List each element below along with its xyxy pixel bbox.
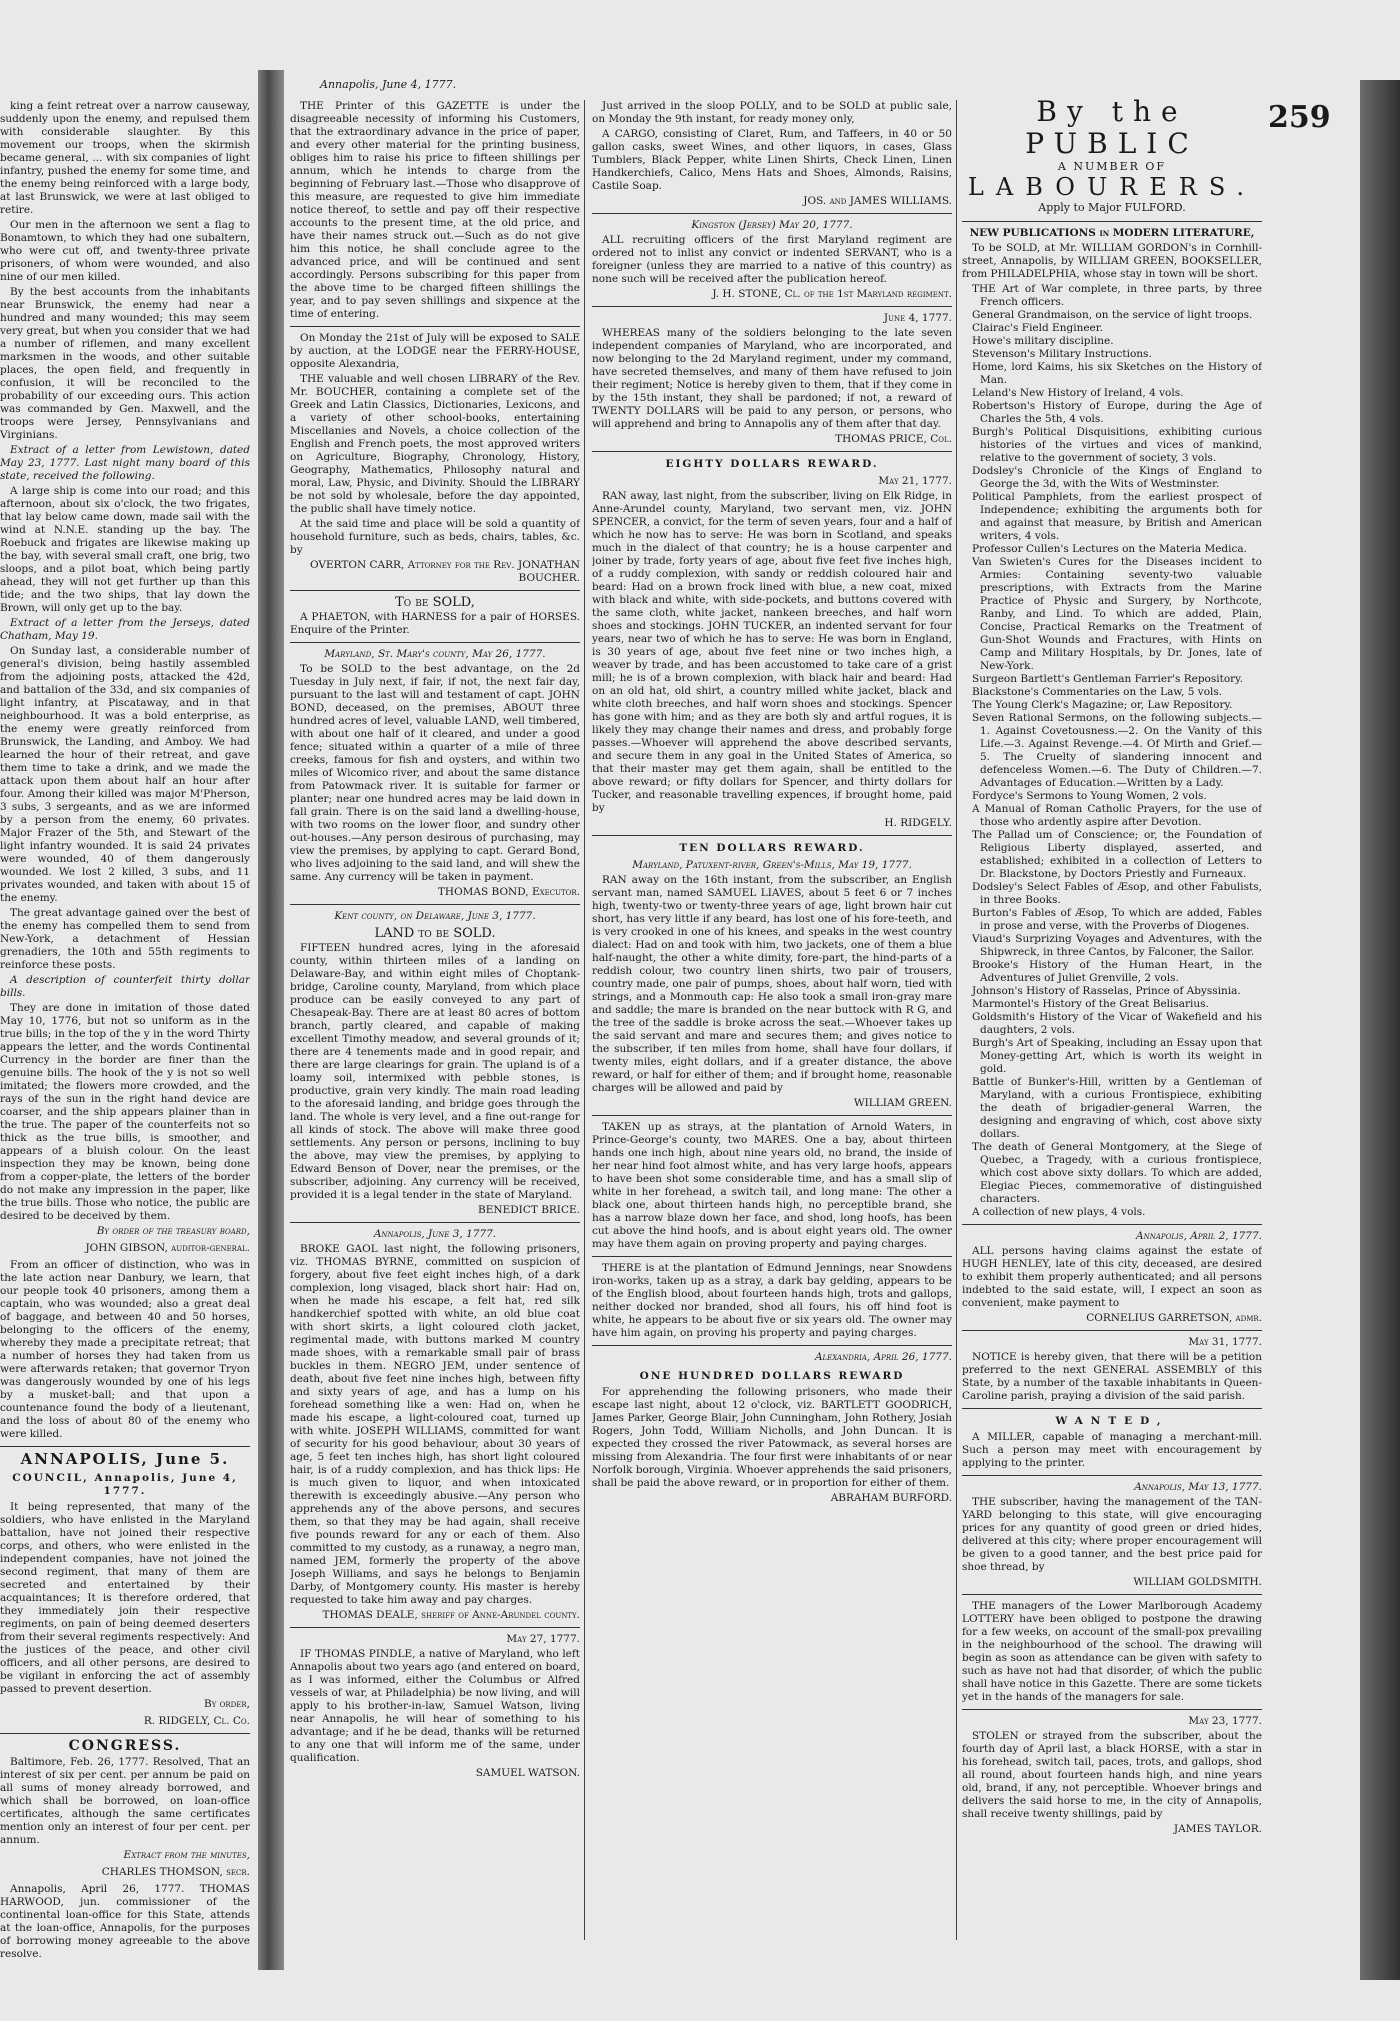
separator — [290, 642, 580, 643]
list-item: Leland's New History of Ireland, 4 vols. — [972, 387, 1184, 399]
publications-heading: NEW PUBLICATIONS in MODERN LITERATURE, — [969, 227, 1255, 239]
library-notice: THE valuable and well chosen LIBRARY of the Rev. Mr. BOUCHER, containing a complete set of the Greek and Latin Classics, Dictionaries, Lexicons, and a variety of other school-books, entertaining Miscellanies and Novels, a choice collection of the English and French poets, the most approved writers on Agriculture, Biography, Chronology, History, Geography, Mathematics, Philosophy natural and moral, Law, Physic, and Divinity. Should the LIBRARY be not sold by wholesale, before the day appointed, the public shall have timely notice. — [290, 373, 580, 515]
list-item: Goldsmith's History of the Vicar of Wakefield and his daughters, 2 vols. — [972, 1011, 1262, 1036]
list-item: Dodsley's Chronicle of the Kings of England to George the 3d, with the Wits of Westminster. — [972, 465, 1262, 490]
paragraph: Our men in the afternoon we sent a flag to Bonamtown, to which they had one subaltern, who were cut off, and twenty-three private prisoners, of whom were wounded, and also nine of our men killed. — [0, 219, 250, 283]
separator — [962, 1408, 1262, 1409]
gaol-signature: THOMAS DEALE, sheriff of Anne-Arundel county. — [322, 1609, 580, 1621]
printer-notice: THE Printer of this GAZETTE is under the disagreeable necessity of informing his Customers, that the extraordinary advance in the price of paper, and every other material for the printing business, obliges him to raise his price to fifteen shillings per annum, which he intends to charge from the beginning of February last.—Those who disapprove of this measure, are requested to give him immediate notice thereof, to settle and pay off their respective accounts to the present time, at the old price, and have their names struck out.—Such as do not give him this notice, he shall conclude agree to the advanced price, and will be continued and sent accordingly. Persons subscribing for this paper from the above time to be charged fifteen shillings the year, and to pay seven shillings and sixpence at the time of entering. — [290, 100, 580, 320]
green-signature: WILLIAM GREEN. — [853, 1097, 952, 1109]
separator — [290, 590, 580, 591]
separator — [962, 1475, 1262, 1476]
brice-dateline: Kent county, on Delaware, June 3, 1777. — [334, 910, 536, 922]
phaeton-notice: A PHAETON, with HARNESS for a pair of HORSES. Enquire of the Printer. — [290, 611, 580, 636]
list-item: Marmontel's History of the Great Belisarius. — [972, 998, 1209, 1010]
separator — [592, 835, 952, 836]
cargo-notice: A CARGO, consisting of Claret, Rum, and Taffeers, in 40 or 50 gallon casks, sweet Wines, and other liquors, in cases, Glass Tumblers, Black Pepper, white Linen Shirts, Check Linen, Linen Handkerchiefs, Calico, Mens Hats and Shoes, Almonds, Raisins, Castile Soap. — [592, 128, 952, 192]
pindle-dateline: May 27, 1777. — [506, 1633, 580, 1645]
paragraph: king a feint retreat over a narrow causeway, suddenly upon the enemy, and repulsed them with considerable slaughter. By this movement our troops, when the skirmish became general, ... with six companies of light infantry, pushed the enemy for some time, and the enemy being reinforced with a large body, at last Brunswick, we were at last obliged to retire. — [0, 100, 250, 216]
petition-notice: NOTICE is hereby given, that there will be a petition preferred to the next GENERAL ASSEMBLY of this State, by a number of the taxable inhabitants in Queen-Caroline parish, praying a division of the said parish. — [962, 1351, 1262, 1402]
masthead — [962, 96, 1262, 214]
column-c — [592, 100, 952, 1509]
masthead-labourers: LABOURERS. — [967, 173, 1257, 201]
horse-dateline: May 23, 1777. — [1188, 1715, 1262, 1727]
separator — [592, 306, 952, 307]
paragraph: From an officer of distinction, who was in the late action near Danbury, we learn, that our people took 40 prisoners, among them a captain, who was wounded; also a great deal of baggage, and between 40 and 50 horses, belonging to the officers of the enemy, whereby they made a precipitate retreat; that a number of horses they had taken from us were afterwards retaken; that governor Tryon was dangerously wounded by one of his legs by a musket-ball; and that upon a countenance found the body of a lieutenant, and the loss of about 80 of the enemy who were killed. — [0, 1259, 250, 1440]
price-notice: WHEREAS many of the soldiers belonging to the late seven independent companies of Maryland, who are incorporated, and now belonging to the 2d Maryland regiment, under my command, have secreted themselves, and many of them have refused to join their regiment; Notice is hereby given to them, that if they come in by the 15th instant, they shall be pardoned; if not, a reward of TWENTY DOLLARS will be paid to any person, or persons, who will apprehend and bring to Annapolis any of them after that day. — [592, 327, 952, 430]
price-dateline: June 4, 1777. — [883, 312, 952, 324]
separator — [962, 221, 1262, 222]
paragraph: A description of counterfeit thirty dollar bills. — [0, 974, 250, 999]
separator — [962, 1224, 1262, 1225]
ridgely-signature: H. RIDGELY. — [884, 817, 952, 829]
separator — [962, 1594, 1262, 1595]
list-item: Fordyce's Sermons to Young Women, 2 vols. — [972, 790, 1207, 802]
list-item: Dodsley's Select Fables of Æsop, and other Fabulists, in three Books. — [972, 881, 1262, 906]
annapolis-heading: ANNAPOLIS, June 5. — [20, 1450, 230, 1468]
notice-dateline: May 31, 1777. — [1188, 1336, 1262, 1348]
tan-dateline: Annapolis, May 13, 1777. — [1134, 1481, 1262, 1493]
library-signature: OVERTON CARR, Attorney for the Rev. JONATHAN BOUCHER. — [309, 559, 580, 584]
list-item: Burgh's Art of Speaking, including an Essay upon that Money-getting Art, which is worth its weight in gold. — [972, 1037, 1262, 1075]
list-item: Blackstone's Commentaries on the Law, 5 vols. — [972, 686, 1223, 698]
list-item: Clairac's Field Engineer. — [972, 322, 1103, 334]
burford-signature: ABRAHAM BURFORD. — [830, 1492, 952, 1504]
list-item: The Pallad um of Conscience; or, the Foundation of Religious Liberty displayed, asserted, and established; exhibited in a collection of Letters to Dr. Blackstone, by Doctors Priestly and Furneaux. — [972, 829, 1262, 880]
paragraph: A large ship is come into our road; and this afternoon, about six o'clock, the two frigates, that lay below came down, made sail with the wind at N.N.E. standing up the bay. The Roebuck and frigates are likewise making up the bay, with several small craft, one brig, two sloops, and a pilot boat, which being partly ahead, they will not get further up than this tide; and the two ships, that lay down the Brown, will only get up to the bay. — [0, 485, 250, 614]
separator — [290, 904, 580, 905]
hundred-dollars-heading: ONE HUNDRED DOLLARS REWARD — [639, 1370, 905, 1382]
stone-signature: J. H. STONE, Cl. of the 1st Maryland regiment. — [712, 288, 952, 300]
separator — [962, 1709, 1262, 1710]
paragraph: By the best accounts from the inhabitants near Brunswick, the enemy had near a hundred and many wounded; this may seem very great, but when you consider that we had a number of riflemen, and many excellent marksmen in the woods, and other suitable places, the open field, and frequently in confusion, it will be reconciled to the probability of our exceeding ours. This action was commanded by Gen. Maxwell, and the troops were Jersey, Pennsylvanians and Virginians. — [0, 286, 250, 441]
brice-signature: BENEDICT BRICE. — [478, 1204, 580, 1216]
burford-notice: For apprehending the following prisoners, who made their escape last night, about 12 o'clock, viz. BARTLETT GOODRICH, James Parker, George Blair, John Cunningham, John Rothery, Josiah Rogers, John Todd, William Nicholls, and John Duncan. It is expected they crossed the river Patowmack, as several horses are missing from Alexandria. The four first were inhabitants of or near Norfolk borough, Virginia. Whoever apprehends the said prisoners, shall be paid the above reward, or in proportion for either of them. — [592, 1386, 952, 1489]
list-item: A collection of new plays, 4 vols. — [972, 1206, 1146, 1218]
council-heading: COUNCIL, Annapolis, June 4, 1777. — [12, 1472, 238, 1497]
lottery-notice: THE managers of the Lower Marlborough Academy LOTTERY have been obliged to postpone the drawing for a few weeks, on account of the small-pox prevailing in the neighbourhood of the school. The drawing will begin as soon as attendance can be given with safety to such as have not had that disorder, of which the public shall have notice in this Gazette. There are some tickets yet in the hands of the managers for sale. — [962, 1600, 1262, 1703]
separator — [290, 326, 580, 327]
publications-intro: To be SOLD, at Mr. WILLIAM GORDON's in Cornhill-street, Annapolis, by WILLIAM GREEN, BOOKSELLER, from PHILADELPHIA, whose stay in town will be short. — [962, 242, 1262, 280]
list-item: General Grandmaison, on the service of light troops. — [972, 309, 1253, 321]
book-gutter — [258, 70, 284, 1970]
separator — [592, 1115, 952, 1116]
bond-signature: THOMAS BOND, Executor. — [437, 886, 580, 898]
dateline: Annapolis, June 4, 1777. — [320, 78, 457, 91]
paragraph: By order of the treasury board, — [96, 1225, 250, 1237]
page-edge — [1360, 80, 1400, 1980]
list-item: Seven Rational Sermons, on the following subjects.—1. Against Covetousness.—2. On the Vanity of this Life.—3. Against Revenge.—4. Of Mirth and Grief.—5. The Cruelty of slandering innocent and defenceless Women.—6. The Duty of Children.—7. Advantages of Education.—Written by a Lady. — [972, 712, 1262, 789]
hundred-dateline: Alexandria, April 26, 1777. — [814, 1351, 952, 1363]
book-list — [962, 283, 1262, 1219]
masthead-apply: Apply to Major FULFORD. — [1038, 201, 1186, 214]
henley-notice: ALL persons having claims against the estate of HUGH HENLEY, late of this city, deceased, are desired to exhibit them properly authenticated; and all persons indebted to the said estate, will, I expect an soon as convenient, make payment to — [962, 1245, 1262, 1309]
list-item: Burgh's Political Disquisitions, exhibiting curious histories of the virtues and vices of mankind, relative to the government of society, 3 vols. — [972, 426, 1262, 464]
separator — [592, 1256, 952, 1257]
miller-notice: A MILLER, capable of managing a merchant-mill. Such a person may meet with encouragement by applying to the printer. — [962, 1431, 1262, 1469]
horse-signature: JAMES TAYLOR. — [1173, 1823, 1262, 1835]
ridgely-notice: RAN away, last night, from the subscriber, living on Elk Ridge, in Anne-Arundel county, Maryland, two servant men, viz. JOHN SPENCER, a convict, for the term of seven years, four and a half of which he now has to serve: He was born in Scotland, and speaks much in the dialect of that country; he is a house carpenter and joiner by trade, forty years of age, about five feet five inches high, of a ruddy complexion, with sandy or reddish coloured hair and beard: Had on a brown frock lined with blue, a new coat, mixed with black and white, with side-pockets, and buttons covered with the same cloth, white jacket, nankeen breeches, and half worn shoes and stockings. JOHN TUCKER, an indented servant for four years, near two of which he has to serve: He was born in England, is 30 years of age, about five feet nine or two inches high, a weaver by trade, and has been accustomed to take care of a grist mill; he is of a brown complexion, with black hair and beard: Had on an old hat, old shirt, a country milled white jacket, black and white cloth breeches, and half worn shoes and stockings. Spencer has gone with him; and as they are both sly and artful rogues, it is likely they may change their names and dress, and probably forge passes.—Whoever will apprehend the above described servants, and secure them in any goal in the United States of America, so that their master may get them again, shall be entitled to the above reward; or fifty dollars for Spencer, and thirty dollars for Tucker, and reasonable travelling expences, if brought home, paid by — [592, 490, 952, 814]
list-item: Johnson's History of Rasselas, Prince of Abyssinia. — [972, 985, 1241, 997]
henley-signature: CORNELIUS GARRETSON, admr. — [1086, 1312, 1262, 1324]
page-number: 259 — [1268, 100, 1331, 135]
sale-notice: On Monday the 21st of July will be exposed to SALE by auction, at the LODGE near the FERRY-HOUSE, opposite Alexandria, — [290, 332, 580, 370]
list-item: Political Pamphlets, from the earliest prospect of Independence; exhibiting the arguments both for and against that measure, by British and American writers, 4 vols. — [972, 491, 1262, 542]
separator — [592, 1345, 952, 1346]
council-text: It being represented, that many of the soldiers, who have enlisted in the Maryland battalion, have not joined their respective corps, and others, who were enlisted in the independent companies, have not joined the second regiment, that many of them are secreted and entertained by their acquaintances; It is therefore ordered, that they immediately join their respective regiments, on pain of being deemed deserters from their several regiments respectively: And the justices of the peace, and other civil officers, and all other persons, are desired to be vigilant in enforcing the act of assembly passed to prevent desertion. — [0, 1501, 250, 1695]
bond-notice: To be SOLD to the best advantage, on the 2d Tuesday in July next, if fair, if not, the next fair day, pursuant to the last will and testament of capt. JOHN BOND, deceased, on the premises, ABOUT three hundred acres of level, valuable LAND, well timbered, with about one half of it cleared, and under a good fence; situated within a quarter of a mile of three creeks, famous for fish and oysters, and within two miles of Wicomico river, and about the same distance from Patowmack river. It is suitable for farmer or planter; near one hundred acres may be laid down in fall grain. There is on the said land a dwelling-house, with two rooms on the lower floor, and sundry other out-houses.—Any person desirous of purchasing, may view the premises, by applying to capt. Gerard Bond, who lives adjoining to the said land, and will shew the same. Any currency will be taken in payment. — [290, 663, 580, 883]
column-b — [290, 100, 580, 1784]
separator — [0, 1733, 250, 1734]
list-item: Van Swieten's Cures for the Diseases incident to Armies: Containing seventy-two valuable prescriptions, with Extracts from the Marine Practice of Physic and Surgery, by Northcote, Ranby, and Lind. To which are added, Plain, Concise, Practical Remarks on the Treatment of Gun-Shot Wounds and Fractures, with Hints on Camp and Military Hospitals, by Dr. Jones, late of New-York. — [972, 556, 1262, 672]
separator — [290, 1222, 580, 1223]
paragraph: On Sunday last, a considerable number of general's division, being hastily assembled from the adjoining posts, attacked the 42d, and battalion of the 33d, and six companies of light infantry, at Piscataway, and in that neighbourhood. It was a bold enterprise, as the enemy were greatly reinforced from Brunswick, the Landing, and Amboy. We had learned the hour of their retreat, and gave them time to take a drink, and we made the attack upon them about half an hour after four. Among their killed was major M'Pherson, 3 subs, 3 sergeants, and as we are informed by a person from the enemy, 60 privates. Major Frazer of the 5th, and Stewart of the light infantry wounded. It is said 24 privates were wounded, 40 of them dangerously wounded. We lost 2 killed, 3 subs, and 11 privates wounded, and taken with about 15 of the enemy. — [0, 645, 250, 904]
wanted-heading: WANTED, — [1055, 1415, 1169, 1427]
congress-text: Baltimore, Feb. 26, 1777. Resolved, That an interest of six per cent. per annum be paid on all sums of money already borrowed, and which shall be borrowed, on loan-office certificates, although the same certificates mention only an interest of four per cent. per annum. — [0, 1756, 250, 1846]
by-order: By order, — [203, 1698, 250, 1710]
column-left-page — [0, 100, 250, 1963]
column-d — [962, 216, 1262, 1840]
list-item: A Manual of Roman Catholic Prayers, for the use of those who ardently aspire after Devotion. — [972, 803, 1262, 828]
list-item: Professor Cullen's Lectures on the Materia Medica. — [972, 543, 1247, 555]
list-item: Home, lord Kaims, his six Sketches on the History of Man. — [972, 361, 1262, 386]
congress-heading: CONGRESS. — [68, 1738, 182, 1754]
list-item: Brooke's History of the Human Heart, in the Adventures of Juliet Grenville, 2 vols. — [972, 959, 1262, 984]
congress-signature: CHARLES THOMSON, secr. — [101, 1866, 250, 1878]
list-item: The death of General Montgomery, at the Siege of Quebec, a Tragedy, with a curious frontispiece, which cost above sixty dollars. To which are added, Elegiac Pieces, commemorative of distinguished characters. — [972, 1141, 1262, 1205]
column-rule — [584, 100, 585, 1940]
list-item: Viaud's Surprizing Voyages and Adventures, with the Shipwreck, in three Cantos, by Falconer, the Sailor. — [972, 933, 1262, 958]
paragraph: They are done in imitation of those dated May 10, 1776, but not so uniform as in the true bills; in the top of the y in the word Thirty appears the letter, and the words Continental Currency in the border are finer than the genuine bills. The hook of the y is not so well imitated; the flowers more crowded, and the rays of the sun in the right hand device are coarser, and the ship appears plainer than in the true. The paper of the counterfeits not so thick as the true bills, is smoother, and appears of a bluish colour. On the least inspection they may be known, being done from a copper-plate, the letters of the border do not make any impression in the paper, like the true bills. Those who notice, the public are desired to be deceived by them. — [0, 1002, 250, 1222]
horse-notice: STOLEN or strayed from the subscriber, about the fourth day of April last, a black HORSE, with a star in his forehead, switch tail, paces, trots, and gallops, shod all round, about fourteen hands high, and nine years old, brand, if any, not perceptible. Whoever brings and delivers the said horse to me, in the city of Annapolis, shall receive twenty shillings, paid by — [962, 1730, 1262, 1820]
furniture-notice: At the said time and place will be sold a quantity of household furniture, such as beds, chairs, tables, &c. by — [290, 518, 580, 556]
gaol-notice: BROKE GAOL last night, the following prisoners, viz. THOMAS BYRNE, committed on suspicion of forgery, about five feet eight inches high, of a dark complexion, long visaged, black short hair: Had on, when he made his escape, a felt hat, red silk handkerchief spotted with white, an old blue coat with short skirts, a light coloured cloth jacket, regimental made, with buttons marked M country made shoes, with a remarkable small pair of brass buckles in them. NEGRO JEM, under sentence of death, about five feet nine inches high, between fifty and sixty years of age, and has a lump on his forehead something like a wen: Had on, when he made his escape, a light-coloured coat, turned up with white. JOSEPH WILLIAMS, committed for want of security for his good behaviour, about 30 years of age, 5 feet ten inches high, has short light coloured hair, is of a ruddy complexion, and has thick lips: He is much given to liquor, and when intoxicated therewith is exceedingly abusive.—Any person who apprehends any of the above persons, and secures them, so that they may be had again, shall receive five pounds reward for any or each of them. Also committed to my custody, as a runaway, a negro man, named JEM, formerly the property of the above Joseph Williams, and says he belongs to Benjamin Darby, of Montgomery county. His master is hereby requested to take him away and pay charges. — [290, 1243, 580, 1606]
polly-notice: Just arrived in the sloop POLLY, and to be SOLD at public sale, on Monday the 9th instant, for ready money only, — [592, 100, 952, 125]
column-rule — [956, 100, 957, 1940]
separator — [592, 451, 952, 452]
to-be-sold-heading: To be SOLD, — [395, 595, 475, 610]
separator — [290, 1627, 580, 1628]
separator — [962, 1330, 1262, 1331]
green-dateline: Maryland, Patuxent-river, Green's-Mills, May 19, 1777. — [632, 859, 912, 871]
separator — [0, 1446, 250, 1447]
tan-yard-notice: THE subscriber, having the management of the TAN-YARD belonging to this state, will give encouraging prices for any quantity of good green or dried hides, delivered at this city; where proper encouragement will be given to a good tanner, and the best price paid for shoe thread, by — [962, 1496, 1262, 1573]
ten-dollars-heading: TEN DOLLARS REWARD. — [679, 842, 865, 854]
masthead-by: By the PUBLIC — [1025, 95, 1199, 160]
list-item: Robertson's History of Europe, during the Age of Charles the 5th, 4 vols. — [972, 400, 1262, 425]
cargo-signature: JOS. and JAMES WILLIAMS. — [803, 195, 952, 207]
paragraph: JOHN GIBSON, auditor-general. — [85, 1242, 250, 1254]
mares-notice: TAKEN up as strays, at the plantation of Arnold Waters, in Prince-George's county, two MARES. One a bay, about thirteen hands one inch high, about nine years old, no brand, the inside of her near hind foot almost white, and has very large hoofs, appears to have been shot some considerable time, and has a small slip of white in her forehead, a switch tail, and long mane: The other a black one, about thirteen hands high, no perceptible brand, she has a narrow blaze down her face, and shod, long hoofs, has been cut above the hind hoofs, and is about eight years old. The owner may have them again on proving property and paying charges. — [592, 1121, 952, 1250]
tan-signature: WILLIAM GOLDSMITH. — [1133, 1576, 1262, 1588]
list-item: Surgeon Bartlett's Gentleman Farrier's Repository. — [972, 673, 1244, 685]
council-signature: R. RIDGELY, Cl. Co. — [143, 1715, 250, 1727]
harwood-notice: Annapolis, April 26, 1777. THOMAS HARWOOD, jun. commissioner of the continental loan-office for this State, attends at the loan-office, Annapolis, for the purposes of borrowing money agreeable to the above resolve. — [0, 1883, 250, 1960]
pindle-notice: IF THOMAS PINDLE, a native of Maryland, who left Annapolis about two years ago (and entered on board, as I was informed, either the Columbus or Alfred vessels of war, at Philadelphia) be now living, and will apply to his brother-in-law, Samuel Watson, living near Annapolis, he will hear of something to his advantage; and if he be dead, thanks will be returned to any one that will inform me of the same, under qualification. — [290, 1648, 580, 1764]
extract-label: Extract from the minutes, — [123, 1849, 250, 1861]
ridgely-dateline: May 21, 1777. — [878, 475, 952, 487]
gaol-dateline: Annapolis, June 3, 1777. — [373, 1228, 497, 1240]
paragraph: The great advantage gained over the best of the enemy has compelled them to send from New-York, a detachment of Hessian grenadiers, the 10th and 55th regiments to reinforce these posts. — [0, 907, 250, 971]
price-signature: THOMAS PRICE, Col. — [835, 433, 952, 445]
list-item: Burton's Fables of Æsop, To which are added, Fables in prose and verse, with the Proverbs of Diogenes. — [972, 907, 1262, 932]
list-item: Howe's military discipline. — [972, 335, 1114, 347]
brice-notice: FIFTEEN hundred acres, lying in the aforesaid county, within thirteen miles of a landing on Delaware-Bay, and within eight miles of Choptank-bridge, Caroline county, Maryland, from which place produce can be easily conveyed to any part of Chesapeak-Bay. There are at least 80 acres of bottom branch, partly cleared, and capable of making excellent Timothy meadow, and several grounds of it; there are 4 tenements made and in good repair, and there are large clearings for grain. The upland is of a loamy soil, intermixed with pebble stones, is productive, grain very kindly. The main road leading to the aforesaid landing, and bridge goes through the land. The whole is very level, and a fine out-range for all kinds of stock. The above will make three good settlements. Any person or persons, inclining to buy the above, may view the premises, by applying to Edward Benson of Dover, near the premises, or the subscriber, adjoining. Any currency will be received, provided it is a legal tender in the state of Maryland. — [290, 942, 580, 1201]
bond-dateline: Maryland, St. Mary's county, May 26, 1777. — [324, 648, 546, 660]
list-item: Battle of Bunker's-Hill, written by a Gentleman of Maryland, with a curious Frontispiece, exhibiting the death of brigadier-general Warren, the designing and engraving of which, cost above sixty dollars. — [972, 1076, 1262, 1140]
green-notice: RAN away on the 16th instant, from the subscriber, an English servant man, named SAMUEL LIAVES, about 5 feet 6 or 7 inches high, twenty-two or twenty-three years of age, light brown hair cut short, has very little if any beard, has lost one of his fore-teeth, and is very crooked in one of his knees, and speaks in the west country dialect: Had on and took with him, two jackets, one of them a blue half-naught, the other a white dimity, fore-part, the hind-parts of a reddish colour, two country linen shirts, two pair of trousers, country made, one pair of pumps, shoes, about half worn, tied with strings, and a Monmouth cap: He also took a small iron-gray mare and saddle; the mare is branded on the near buttock with R G, and the tree of the saddle is broke across the seat.—Whoever takes up the said servant and mare and secures them; and gives notice to the subscriber, if ten miles from home, shall have four dollars, if twenty miles, eight dollars, and if a greater distance, the above reward, or half for either of them; and if brought home, reasonable charges will be allowed and paid by — [592, 874, 952, 1094]
list-item: THE Art of War complete, in three parts, by three French officers. — [972, 283, 1262, 308]
henley-dateline: Annapolis, April 2, 1777. — [1136, 1230, 1262, 1242]
pindle-signature: SAMUEL WATSON. — [475, 1767, 580, 1779]
land-heading: LAND to be SOLD. — [374, 926, 496, 941]
stone-notice: ALL recruiting officers of the first Maryland regiment are ordered not to inlist any convict or indented SERVANT, who is a foreigner (unless they are married to a native of this country) as none such will be received after the publication hereof. — [592, 234, 952, 285]
masthead-number: A NUMBER OF — [1057, 160, 1167, 173]
list-item: The Young Clerk's Magazine; or, Law Repository. — [972, 699, 1233, 711]
stone-dateline: Kingston (Jersey) May 20, 1777. — [691, 219, 853, 231]
separator — [592, 213, 952, 214]
list-item: Stevenson's Military Instructions. — [972, 348, 1152, 360]
paragraph: Extract of a letter from the Jerseys, dated Chatham, May 19. — [0, 617, 250, 642]
jennings-notice: THERE is at the plantation of Edmund Jennings, near Snowdens iron-works, taken up as a stray, a dark bay gelding, appears to be of the English blood, about fourteen hands high, trots and gallops, neither docked nor branded, shod all fours, his off hind foot is white, he appears to be about five or six years old. The owner may have him again, on proving his property and paying charges. — [592, 1262, 952, 1339]
eighty-dollars-heading: EIGHTY DOLLARS REWARD. — [665, 458, 879, 470]
paragraph: Extract of a letter from Lewistown, dated May 23, 1777. Last night many board of this state, received the following. — [0, 444, 250, 482]
